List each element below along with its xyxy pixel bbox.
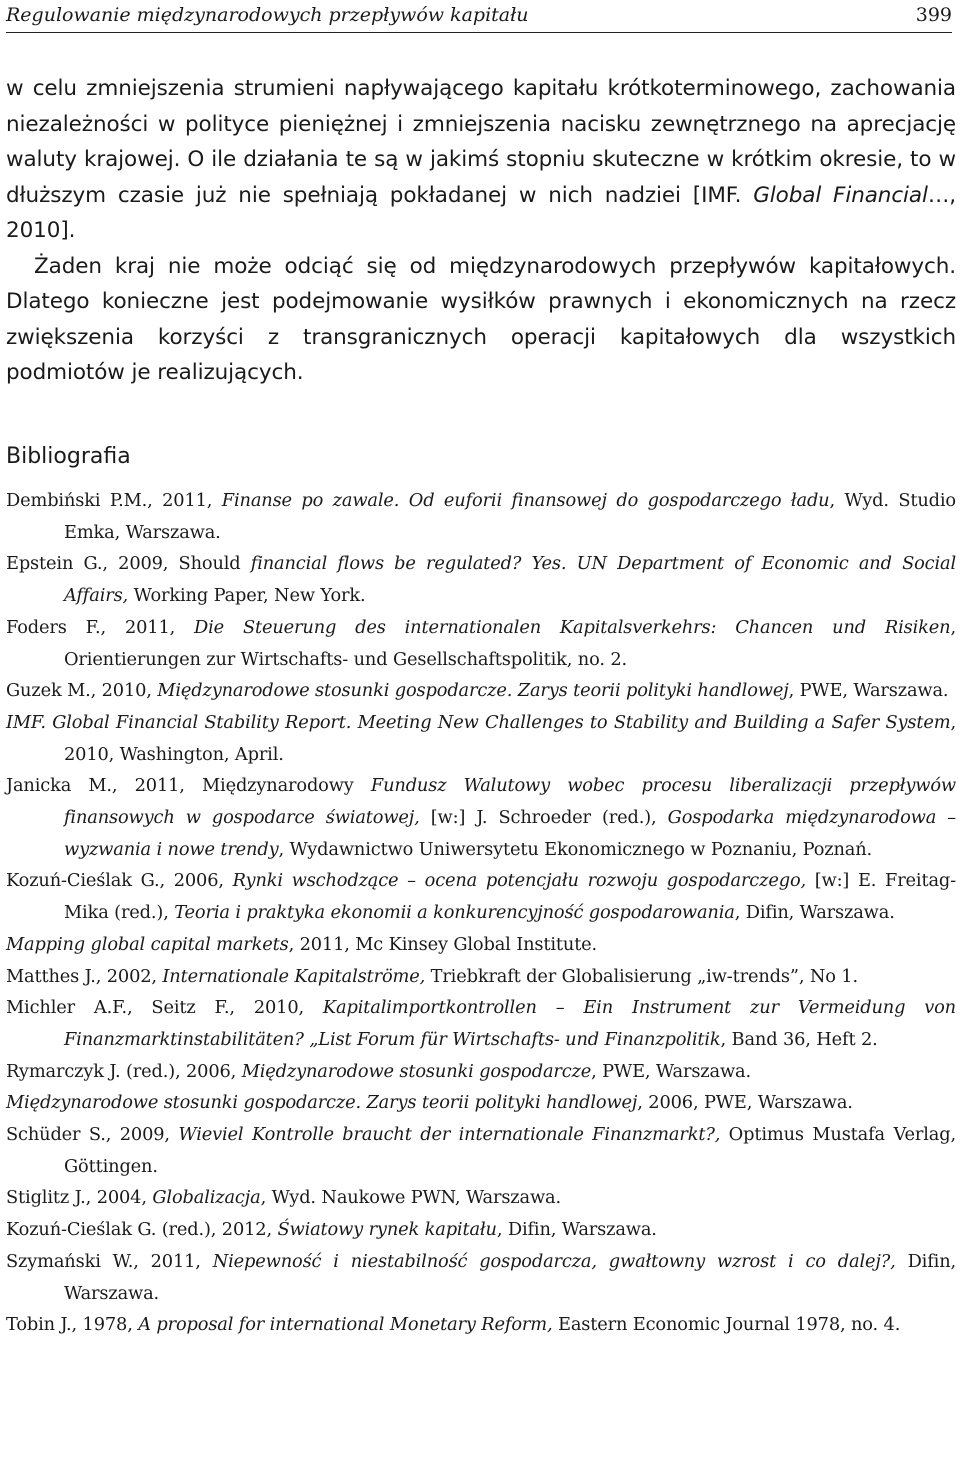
paragraph-1 bbox=[6, 71, 956, 249]
bibliography-entry: Tobin J., 1978, A proposal for international Monetary Reform, Eastern Economic Journal 1978, no. 4. bbox=[6, 1314, 901, 1336]
paragraph-1-citation: Global Financial bbox=[753, 182, 928, 208]
bibliography-entry: Schüder S., 2009, Wieviel Kontrolle braucht der internationale Finanzmarkt?, Optimus Mustafa Verlag, Göttingen. bbox=[6, 1124, 956, 1177]
bibliography-entry: Matthes J., 2002, Internationale Kapitalströme, Triebkraft der Globalisierung „iw-trends”, No 1. bbox=[6, 965, 858, 987]
bibliography-entry: Szymański W., 2011, Niepewność i niestabilność gospodarcza, gwałtowny wzrost i co dalej?, Difin, Warszawa. bbox=[6, 1250, 956, 1304]
paragraph-1-citation-end: …, 2010]. bbox=[6, 182, 957, 243]
bibliography-entry: Międzynarodowe stosunki gospodarcze. Zarys teorii polityki handlowej, 2006, PWE, Warszawa. bbox=[6, 1092, 853, 1114]
paragraph-1-text: w celu zmniejszenia strumieni napływającego kapitału krótkoterminowego, zachowania niezależności w polityce pieniężnej i zmniejszenia nacisku zewnętrznego na aprecjację waluty krajowej. O ile działania te są w jakimś stopniu skuteczne w krótkim okresie, to w dłuższym czasie już nie spełniają pokładanej w nich nadziei [IMF. bbox=[6, 76, 956, 208]
running-header bbox=[6, 2, 952, 33]
body-text bbox=[6, 71, 956, 391]
page-number: 399 bbox=[915, 4, 952, 26]
bibliography-entry: Guzek M., 2010, Międzynarodowe stosunki gospodarcze. Zarys teorii polityki handlowej, PWE, Warszawa. bbox=[6, 680, 949, 702]
bibliography-entry: Stiglitz J., 2004, Globalizacja, Wyd. Naukowe PWN, Warszawa. bbox=[6, 1187, 561, 1209]
paragraph-2: Żaden kraj nie może odciąć się od międzynarodowych przepływów kapitałowych. Dlatego konieczne jest podejmowanie wysiłków prawnych i ekonomicznych na rzecz zwiększenia korzyści z transgranicznych operacji kapitałowych dla wszystkich podmiotów je realizujących. bbox=[6, 253, 956, 385]
bibliography-entry: Foders F., 2011, Die Steuerung des internationalen Kapitalsverkehrs: Chancen und Risiken, Orientierungen zur Wirtschafts- und Gesellschaftspolitik, no. 2. bbox=[6, 616, 956, 670]
bibliography-entry: Mapping global capital markets, 2011, Mc Kinsey Global Institute. bbox=[6, 933, 598, 955]
bibliography-entry: Rymarczyk J. (red.), 2006, Międzynarodowe stosunki gospodarcze, PWE, Warszawa. bbox=[6, 1060, 751, 1082]
bibliography-list bbox=[6, 485, 956, 1341]
bibliography-entry: Michler A.F., Seitz F., 2010, Kapitalimportkontrollen – Ein Instrument zur Vermeidung von Finanzmarktinstabilitäten? „List Forum für Wirtschafts- und Finanzpolitik, Band 36, Heft 2. bbox=[6, 997, 956, 1050]
bibliography-entry: Dembiński P.M., 2011, Finanse po zawale. Od euforii finansowej do gospodarczego ładu, Wyd. Studio Emka, Warszawa. bbox=[6, 490, 956, 543]
bibliography-entry: Kozuń-Cieślak G., 2006, Rynki wschodzące – ocena potencjału rozwoju gospodarczego, [w:] E. Freitag-Mika (red.), Teoria i praktyka ekonomii a konkurencyjność gospodarowania, Difin, Warszawa. bbox=[6, 870, 956, 924]
bibliography-entry: Janicka M., 2011, Międzynarodowy Fundusz Walutowy wobec procesu liberalizacji przepływów finansowych w gospodarce światowej, [w:] J. Schroeder (red.), Gospodarka międzynarodowa – wyzwania i nowe trendy, Wydawnictwo Uniwersytetu Ekonomicznego w Poznaniu, Poznań. bbox=[6, 775, 956, 860]
bibliography-entry: IMF. Global Financial Stability Report. Meeting New Challenges to Stability and Building a Safer System, 2010, Washington, April. bbox=[6, 711, 956, 765]
bibliography-heading: Bibliografia bbox=[6, 444, 131, 469]
bibliography-entry: Epstein G., 2009, Should financial flows be regulated? Yes. UN Department of Economic and Social Affairs, Working Paper, New York. bbox=[6, 553, 956, 607]
running-title: Regulowanie międzynarodowych przepływów kapitału bbox=[6, 4, 529, 26]
bibliography-entry: Kozuń-Cieślak G. (red.), 2012, Światowy rynek kapitału, Difin, Warszawa. bbox=[6, 1219, 657, 1241]
